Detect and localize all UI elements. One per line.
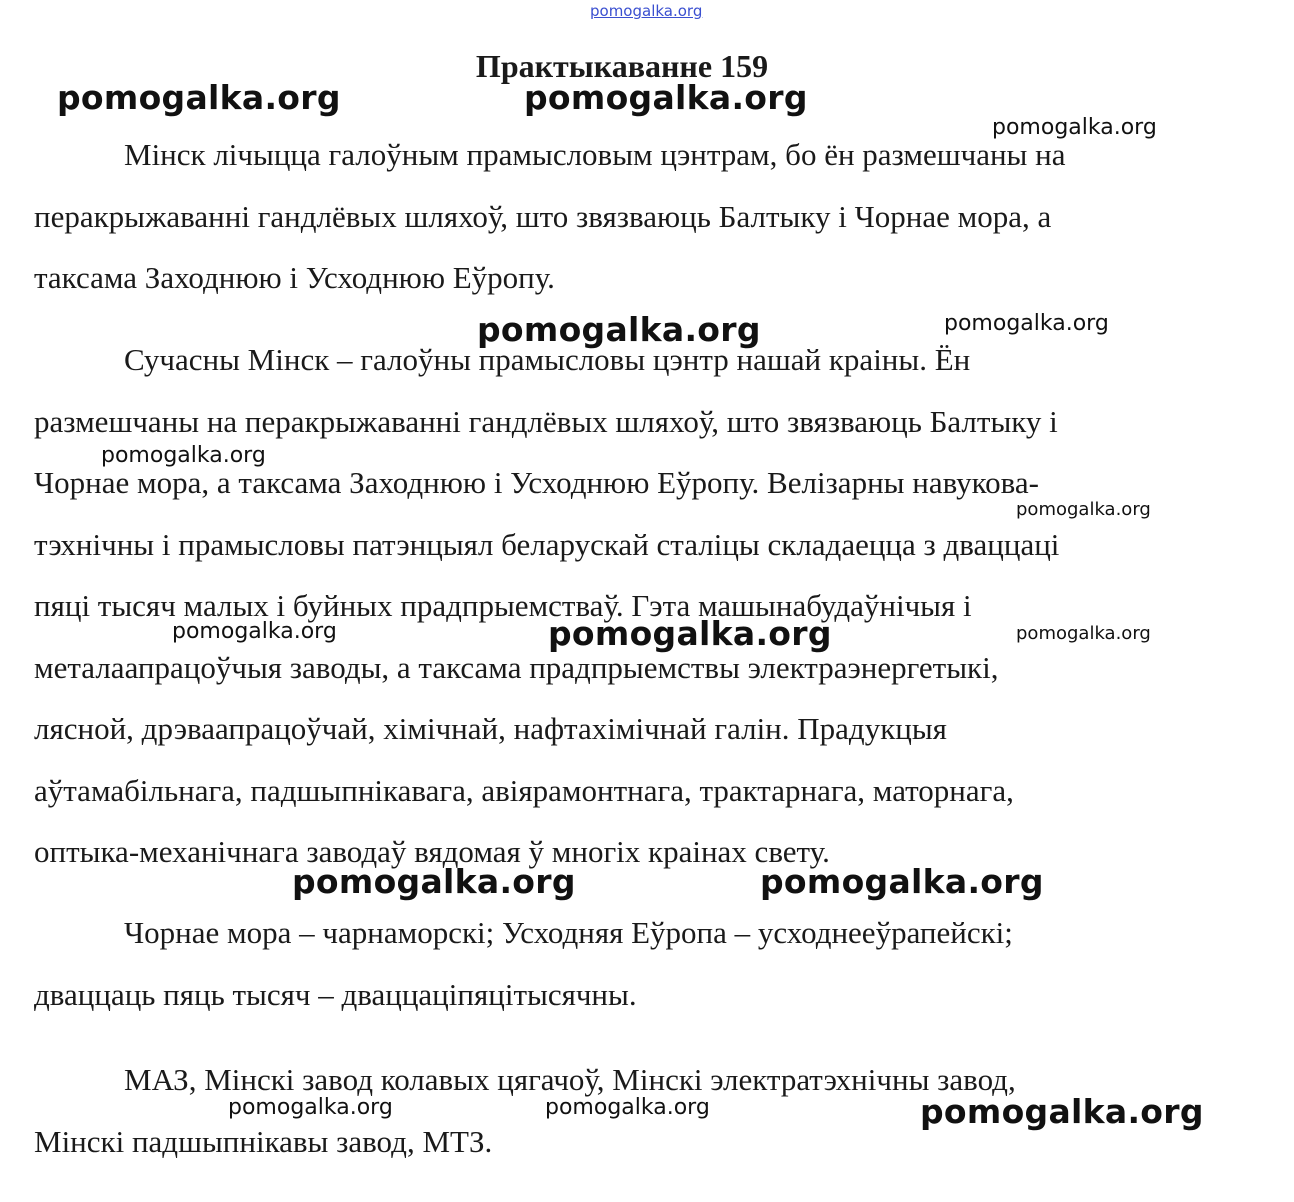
watermark: pomogalka.org — [228, 1095, 393, 1120]
text-line: размешчаны на перакрыжаванні гандлёвых шляхоў, што звязваюць Балтыку і — [34, 403, 1058, 439]
watermark: pomogalka.org — [760, 862, 1044, 901]
page-title: Практыкаванне 159 — [475, 48, 769, 84]
paragraph-2 — [34, 329, 1264, 883]
watermark: pomogalka.org — [524, 78, 808, 117]
text-line: перакрыжаванні гандлёвых шляхоў, што звязваюць Балтыку і Чорнае мора, а — [34, 198, 1052, 234]
text-line: таксама Заходнюю і Усходнюю Еўропу. — [34, 260, 555, 295]
watermark: pomogalka.org — [477, 310, 761, 349]
watermark: pomogalka.org — [920, 1092, 1204, 1131]
watermark: pomogalka.org — [1016, 499, 1151, 520]
watermark: pomogalka.org — [57, 78, 341, 117]
text-line: металаапрацоўчыя заводы, а таксама прадпрыемствы электраэнергетыкі, — [34, 649, 999, 685]
text-line: Чорнае мора, а таксама Заходнюю і Усходнюю Еўропу. Велізарны навукова- — [34, 465, 1039, 500]
paragraph-3 — [34, 902, 1264, 1025]
text-line: Мінскі падшыпнікавы завод, МТЗ. — [34, 1123, 493, 1159]
site-link[interactable]: pomogalka.org — [590, 2, 703, 20]
text-line: дваццаць пяць тысяч – дваццаціпяцітысячны. — [34, 976, 637, 1012]
text-line: Мінск лічыцца галоўным прамысловым цэнтрам, бо ён размешчаны на — [124, 137, 1066, 172]
text-line: лясной, дрэваапрацоўчай, хімічнай, нафтахімічнай галін. Прадукцыя — [34, 711, 947, 746]
watermark: pomogalka.org — [292, 862, 576, 901]
text-line: тэхнічны і прамысловы патэнцыял беларускай сталіцы складаецца з дваццаці — [34, 526, 1060, 562]
text-line: аўтамабільнага, падшыпнікавага, авіярамонтнага, трактарнага, маторнага, — [34, 772, 1014, 808]
watermark: pomogalka.org — [172, 619, 337, 644]
text-line: оптыка-механічнага заводаў вядомая ў многіх краінах свету. — [34, 834, 830, 869]
watermark: pomogalka.org — [548, 614, 832, 653]
text-line: пяці тысяч малых і буйных прадпрыемстваў. Гэта машынабудаўнічыя і — [34, 588, 972, 623]
text-line: Чорнае мора – чарнаморскі; Усходняя Еўропа – усходнееўрапейскі; — [124, 915, 1013, 950]
watermark: pomogalka.org — [944, 311, 1109, 336]
text-line: МАЗ, Мінскі завод колавых цягачоў, Мінскі электратэхнічны завод, — [124, 1062, 1016, 1097]
watermark: pomogalka.org — [992, 115, 1157, 140]
watermark: pomogalka.org — [101, 443, 266, 468]
text-line: Сучасны Мінск – галоўны прамысловы цэнтр нашай краіны. Ён — [124, 342, 971, 377]
paragraph-1 — [34, 124, 1264, 309]
watermark: pomogalka.org — [1016, 623, 1151, 644]
watermark: pomogalka.org — [545, 1095, 710, 1120]
